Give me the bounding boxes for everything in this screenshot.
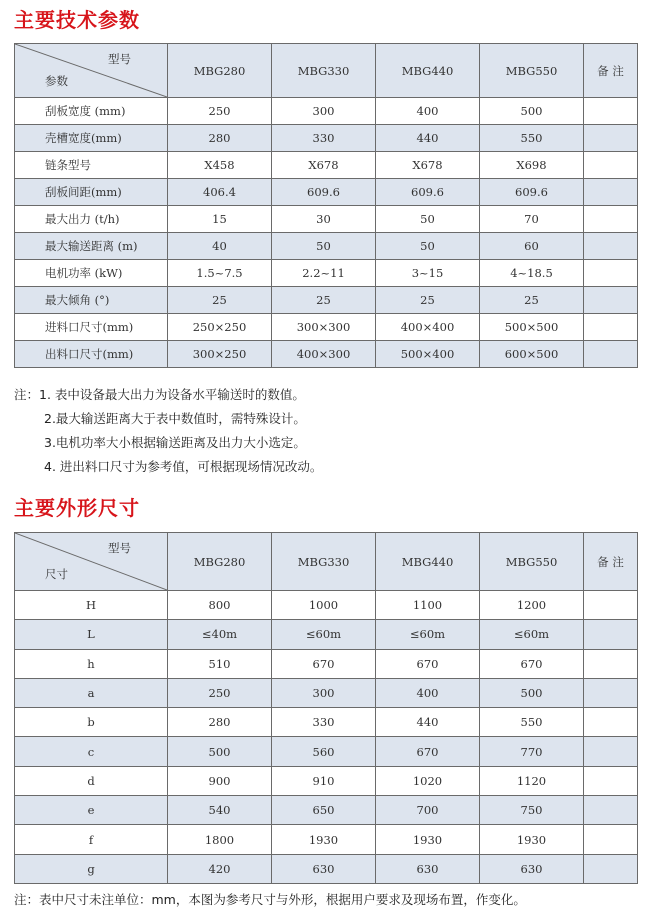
value-cell: ≤60m (272, 620, 376, 649)
table-row (15, 206, 638, 233)
table-row (15, 341, 638, 368)
value-cell: 500×500 (480, 314, 584, 341)
value-cell: 609.6 (272, 179, 376, 206)
corner-header-cell (15, 533, 168, 591)
value-cell: 910 (272, 766, 376, 795)
model-header: MBG330 (272, 533, 376, 591)
remark-cell (584, 206, 638, 233)
value-cell: 609.6 (480, 179, 584, 206)
value-cell: 400 (376, 98, 480, 125)
table-row (15, 125, 638, 152)
row-label: 最大出力 (t/h) (15, 206, 168, 233)
remark-cell (584, 233, 638, 260)
value-cell: 1.5~7.5 (168, 260, 272, 287)
value-cell: 609.6 (376, 179, 480, 206)
remark-header: 备 注 (584, 533, 638, 591)
row-label: 壳槽宽度(mm) (15, 125, 168, 152)
value-cell: 500 (480, 98, 584, 125)
value-cell: 300×300 (272, 314, 376, 341)
value-cell: 330 (272, 125, 376, 152)
remark-cell (584, 591, 638, 620)
value-cell: 250×250 (168, 314, 272, 341)
table-row (15, 678, 638, 707)
remark-cell (584, 766, 638, 795)
value-cell: ≤60m (480, 620, 584, 649)
table-row (15, 152, 638, 179)
value-cell: 50 (272, 233, 376, 260)
row-label: L (15, 620, 168, 649)
value-cell: 540 (168, 796, 272, 825)
value-cell: 670 (480, 649, 584, 678)
value-cell: 1930 (480, 825, 584, 854)
remark-cell (584, 287, 638, 314)
remark-cell (584, 649, 638, 678)
value-cell: 510 (168, 649, 272, 678)
value-cell: 400×300 (272, 341, 376, 368)
value-cell: 670 (376, 649, 480, 678)
value-cell: ≤40m (168, 620, 272, 649)
value-cell: 600×500 (480, 341, 584, 368)
remark-cell (584, 179, 638, 206)
row-label: d (15, 766, 168, 795)
table-row (15, 179, 638, 206)
value-cell: 50 (376, 206, 480, 233)
value-cell: 70 (480, 206, 584, 233)
row-label: b (15, 708, 168, 737)
remark-cell (584, 708, 638, 737)
note-line: 4. 进出料口尺寸为参考值，可根据现场情况改动。 (44, 459, 323, 474)
value-cell: 1930 (272, 825, 376, 854)
value-cell: 60 (480, 233, 584, 260)
value-cell: 1000 (272, 591, 376, 620)
note-line: 3.电机功率大小根据输送距离及出力大小选定。 (44, 435, 306, 450)
value-cell: 280 (168, 708, 272, 737)
value-cell: 670 (376, 737, 480, 766)
value-cell: 700 (376, 796, 480, 825)
model-header: MBG440 (376, 44, 480, 98)
value-cell: 25 (376, 287, 480, 314)
value-cell: 650 (272, 796, 376, 825)
note-line: 2.最大输送距离大于表中数值时，需特殊设计。 (44, 411, 306, 426)
row-label: f (15, 825, 168, 854)
value-cell: 500 (480, 678, 584, 707)
value-cell: X458 (168, 152, 272, 179)
dimension-notes (14, 888, 526, 912)
remark-cell (584, 314, 638, 341)
remark-cell (584, 737, 638, 766)
value-cell: 670 (272, 649, 376, 678)
value-cell: 330 (272, 708, 376, 737)
model-header: MBG550 (480, 533, 584, 591)
value-cell: 500 (168, 737, 272, 766)
remark-cell (584, 825, 638, 854)
value-cell: 440 (376, 708, 480, 737)
corner-header-cell (15, 44, 168, 98)
table-row (15, 98, 638, 125)
remark-cell (584, 620, 638, 649)
value-cell: 550 (480, 125, 584, 152)
value-cell: 900 (168, 766, 272, 795)
remark-cell (584, 796, 638, 825)
value-cell: 25 (168, 287, 272, 314)
value-cell: 250 (168, 678, 272, 707)
note-line: 注：1. 表中设备最大出力为设备水平输送时的数值。 (14, 387, 305, 402)
value-cell: 420 (168, 854, 272, 883)
value-cell: 440 (376, 125, 480, 152)
corner-label-model: 型号 (108, 541, 131, 555)
value-cell: 500×400 (376, 341, 480, 368)
table-row (15, 796, 638, 825)
row-label: 最大倾角 (°) (15, 287, 168, 314)
diagonal-line (15, 44, 167, 97)
value-cell: 1800 (168, 825, 272, 854)
value-cell: 1930 (376, 825, 480, 854)
table-row (15, 825, 638, 854)
value-cell: 25 (480, 287, 584, 314)
row-label: H (15, 591, 168, 620)
table-row (15, 649, 638, 678)
remark-header: 备 注 (584, 44, 638, 98)
value-cell: X678 (272, 152, 376, 179)
value-cell: 3~15 (376, 260, 480, 287)
value-cell: 770 (480, 737, 584, 766)
corner-label-model: 型号 (108, 52, 131, 66)
value-cell: X698 (480, 152, 584, 179)
corner-label-param: 参数 (45, 74, 68, 88)
remark-cell (584, 152, 638, 179)
value-cell: 550 (480, 708, 584, 737)
value-cell: 1100 (376, 591, 480, 620)
value-cell: 280 (168, 125, 272, 152)
table-row (15, 591, 638, 620)
row-label: 刮板间距(mm) (15, 179, 168, 206)
remark-cell (584, 125, 638, 152)
table-row (15, 737, 638, 766)
row-label: 出料口尺寸(mm) (15, 341, 168, 368)
remark-cell (584, 341, 638, 368)
table-row (15, 708, 638, 737)
value-cell: ≤60m (376, 620, 480, 649)
corner-label-size: 尺寸 (45, 567, 68, 581)
remark-cell (584, 260, 638, 287)
value-cell: 630 (376, 854, 480, 883)
value-cell: 800 (168, 591, 272, 620)
value-cell: 40 (168, 233, 272, 260)
value-cell: 1020 (376, 766, 480, 795)
section-title-dimensions: 主要外形尺寸 (14, 496, 140, 520)
value-cell: 630 (272, 854, 376, 883)
model-header: MBG330 (272, 44, 376, 98)
value-cell: X678 (376, 152, 480, 179)
model-header: MBG280 (168, 44, 272, 98)
value-cell: 400 (376, 678, 480, 707)
value-cell: 300 (272, 98, 376, 125)
remark-cell (584, 678, 638, 707)
row-label: 电机功率 (kW) (15, 260, 168, 287)
value-cell: 560 (272, 737, 376, 766)
value-cell: 1120 (480, 766, 584, 795)
value-cell: 30 (272, 206, 376, 233)
row-label: 刮板宽度 (mm) (15, 98, 168, 125)
table-row (15, 314, 638, 341)
model-header: MBG550 (480, 44, 584, 98)
value-cell: 406.4 (168, 179, 272, 206)
value-cell: 50 (376, 233, 480, 260)
table-row (15, 766, 638, 795)
model-header: MBG440 (376, 533, 480, 591)
row-label: h (15, 649, 168, 678)
value-cell: 15 (168, 206, 272, 233)
value-cell: 400×400 (376, 314, 480, 341)
note-line: 注：表中尺寸未注单位：mm，本图为参考尺寸与外形，根据用户要求及现场布置，作变化。 (14, 892, 526, 907)
table-row (15, 620, 638, 649)
value-cell: 630 (480, 854, 584, 883)
row-label: 最大输送距离 (m) (15, 233, 168, 260)
value-cell: 2.2~11 (272, 260, 376, 287)
table-row (15, 854, 638, 883)
remark-cell (584, 98, 638, 125)
table-row (15, 260, 638, 287)
row-label: 进料口尺寸(mm) (15, 314, 168, 341)
value-cell: 300×250 (168, 341, 272, 368)
value-cell: 250 (168, 98, 272, 125)
value-cell: 25 (272, 287, 376, 314)
table-row (15, 287, 638, 314)
row-label: a (15, 678, 168, 707)
row-label: e (15, 796, 168, 825)
diagonal-line (15, 533, 167, 590)
section-title-tech-params: 主要技术参数 (14, 8, 140, 32)
table-row (15, 233, 638, 260)
value-cell: 4~18.5 (480, 260, 584, 287)
model-header: MBG280 (168, 533, 272, 591)
row-label: g (15, 854, 168, 883)
row-label: 链条型号 (15, 152, 168, 179)
dimensions-table (14, 532, 638, 884)
value-cell: 750 (480, 796, 584, 825)
tech-notes (14, 383, 322, 479)
tech-params-table (14, 43, 638, 368)
value-cell: 300 (272, 678, 376, 707)
remark-cell (584, 854, 638, 883)
value-cell: 1200 (480, 591, 584, 620)
row-label: c (15, 737, 168, 766)
